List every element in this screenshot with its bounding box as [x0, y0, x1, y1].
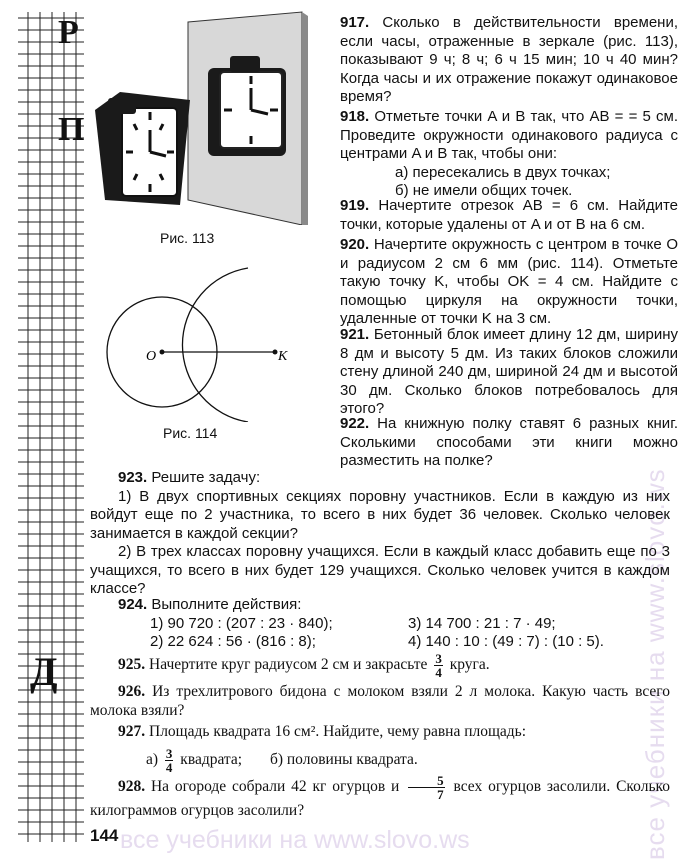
- problem-text: Сколько в действительности времени, если часы, отраженные в зеркале (рис. 113), показывают 9 ч; 8 ч; 6 ч 15 мин; 10 ч 40 мин? Когда часы и их отражение покажут одинаковое время?: [340, 14, 678, 105]
- problem-text: Решите задачу:: [151, 469, 261, 486]
- problem-number: 928.: [118, 778, 146, 796]
- fraction-denominator: 4: [435, 665, 442, 680]
- problem-text: Площадь квадрата 16 см². Найдите, чему равна площадь:: [149, 723, 527, 740]
- problem-921: [340, 326, 678, 419]
- problem-number: 918.: [340, 108, 370, 125]
- option-a-label: а): [146, 751, 159, 769]
- problem-text-a: На огороде собрали 42 кг огурцов и: [150, 778, 400, 796]
- side-watermark: все учебники на www.slovo.ws: [640, 468, 670, 860]
- figure-114: [100, 252, 315, 422]
- problem-number: 923.: [118, 469, 148, 486]
- problem-928: [90, 774, 670, 820]
- problem-918: [340, 108, 678, 201]
- fraction-numerator: 5: [408, 774, 445, 788]
- circles-diagram: [100, 252, 315, 422]
- problem-text: Отметьте точки A и B так, что AB = = 5 см. Проведите окружности одинакового радиуса с центрами A и B так, чтобы они:: [340, 108, 678, 162]
- figure-113-caption: Рис. 113: [160, 230, 215, 246]
- problem-number: 922.: [340, 415, 370, 432]
- fraction: [165, 747, 174, 774]
- point-o-label: O: [146, 349, 157, 364]
- margin-mark-r: Р: [58, 14, 79, 51]
- fraction-numerator: 3: [165, 746, 173, 761]
- problem-919: [340, 197, 678, 234]
- problem-number: 921.: [340, 326, 370, 343]
- option-b: б) не имели общих точек.: [395, 182, 573, 199]
- problem-text-b: всех огурцов засолили. Сколько килограммов огурцов засолили?: [90, 778, 671, 819]
- expression-4: 4) 140 : 10 : (49 : 7) : (10 : 5).: [408, 632, 604, 650]
- clock-mirror-illustration: [90, 10, 315, 225]
- problem-text: Выполните действия:: [151, 596, 302, 613]
- fraction-denominator: 7: [437, 787, 444, 802]
- problem-number: 926.: [118, 683, 146, 700]
- page-number: 144: [90, 826, 119, 845]
- bottom-watermark: все учебники на www.slovo.ws: [120, 826, 470, 854]
- problem-text: Начертите окружность с центром в точке O и радиусом 2 см 6 мм (рис. 114). Отметьте такую точку K, чтобы OK = 4 см. Найдите с помощью циркуля на окружности точки, удаленные от точки K на 3 см.: [340, 236, 678, 327]
- expression-2: 2) 22 624 : 56 · (816 : 8);: [150, 632, 316, 650]
- problem-text: На книжную полку ставят 6 разных книг. Сколькими способами эти книги можно разместить на полке?: [340, 415, 678, 469]
- fraction: [434, 652, 443, 679]
- figure-113: [90, 10, 315, 230]
- problem-923: [90, 469, 670, 599]
- problem-927: [118, 722, 670, 774]
- problem-922: [340, 415, 678, 471]
- margin-mark-d: Д: [30, 649, 58, 694]
- problem-924: [118, 596, 670, 652]
- point-k-label: K: [278, 349, 288, 364]
- problem-text: Бетонный блок имеет длину 12 дм, ширину 8 дм и высоту 5 дм. Из таких блоков сложили стену длиной 240 дм, шириной 24 дм и высотой 30 дм. Сколько блоков потребовалось для этого?: [340, 326, 678, 417]
- expression-1: 1) 90 720 : (207 : 23 · 840);: [150, 614, 333, 632]
- margin-mark-p: П: [58, 111, 85, 148]
- problem-number: 924.: [118, 596, 148, 613]
- fraction: [408, 774, 445, 801]
- problem-text-a: Начертите круг радиусом 2 см и закрасьте: [149, 656, 428, 674]
- problem-925: [118, 652, 670, 679]
- problem-917: [340, 14, 678, 107]
- problem-text: Из трехлитрового бидона с молоком взяли 2 л молока. Какую часть всего молока взяли?: [90, 683, 670, 719]
- expression-3: 3) 14 700 : 21 : 7 · 49;: [408, 614, 556, 632]
- figure-114-caption: Рис. 114: [163, 425, 218, 441]
- problem-926: [90, 682, 670, 720]
- option-a: а) пересекались в двух точках;: [395, 163, 611, 181]
- option-a-text: квадрата;: [180, 751, 243, 769]
- problem-text-b: круга.: [449, 656, 490, 674]
- problem-text: Начертите отрезок AB = 6 см. Найдите точки, которые удалены от A и от B на 6 см.: [340, 197, 678, 233]
- subtask-2: 2) В трех классах поровну учащихся. Если в каждый класс добавить еще по 3 учащихся, то всего в них будет 129 учащихся. Сколько человек учится в каждом классе?: [90, 543, 670, 597]
- problem-number: 927.: [118, 723, 146, 740]
- problem-number: 919.: [340, 197, 370, 214]
- problem-number: 917.: [340, 14, 370, 31]
- option-b: б) половины квадрата.: [269, 751, 418, 769]
- problem-number: 920.: [340, 236, 370, 253]
- problem-920: [340, 236, 678, 329]
- problem-number: 925.: [118, 656, 146, 674]
- fraction-denominator: 4: [165, 760, 173, 775]
- fraction-numerator: 3: [435, 651, 442, 666]
- subtask-1: 1) В двух спортивных секциях поровну участников. Если в каждую из них войдут еще по 2 участника, то всего в них будет 36 человек. Сколько человек занимается в каждой секции?: [90, 487, 670, 542]
